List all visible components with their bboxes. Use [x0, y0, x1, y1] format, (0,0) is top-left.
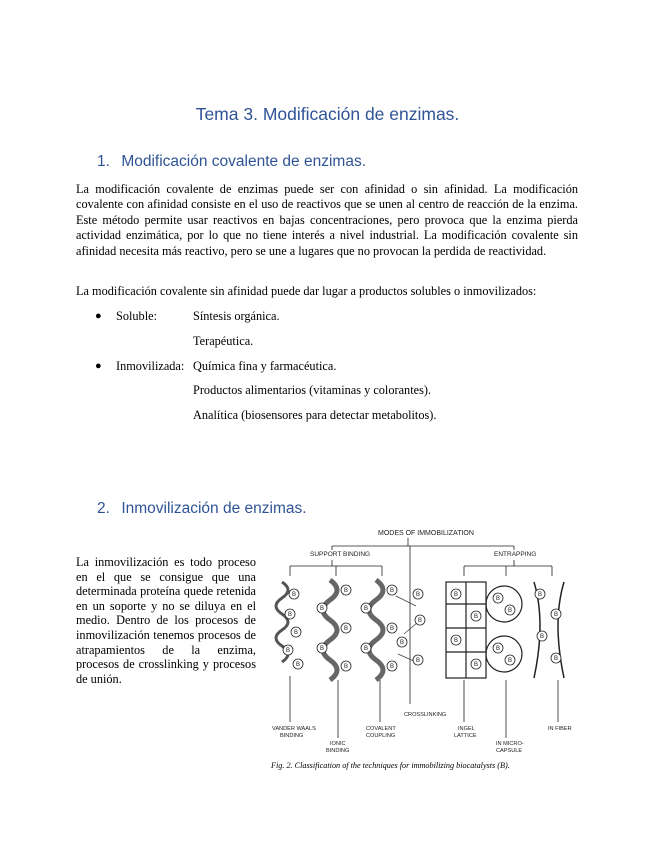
enzyme-b-icon — [415, 615, 425, 625]
enzyme-b-icon — [505, 605, 515, 615]
enzyme-b-icon — [413, 655, 423, 665]
svg-text:B: B — [285, 648, 291, 654]
svg-text:B: B — [453, 592, 459, 598]
svg-text:B: B — [343, 664, 349, 670]
page-title: Tema 3. Modificación de enzimas. — [195, 104, 460, 124]
svg-text:B: B — [473, 614, 479, 620]
section-2-heading — [97, 500, 307, 518]
svg-text:B: B — [553, 612, 559, 618]
section-2-paragraph: La inmovilización es todo proceso en el que se consigue que una determinada proteína quede retenida en un soporte y no se diluya en el medio. Dentro de los procesos de inmovilización tenemos procesos de atrapamientos de la enzima, procesos de crosslinking y procesos de unión. — [76, 555, 256, 686]
enzyme-b-icon — [535, 589, 545, 599]
enzyme-b-icon — [293, 659, 303, 669]
label-covalent-2: COUPLING — [366, 733, 396, 739]
enzyme-b-icon — [387, 585, 397, 595]
svg-text:B: B — [507, 608, 513, 614]
enzyme-b-icon — [387, 661, 397, 671]
label-crosslinking: CROSSLINKING — [404, 712, 447, 718]
enzyme-b-icon — [341, 585, 351, 595]
svg-text:B: B — [363, 606, 369, 612]
svg-text:B: B — [343, 588, 349, 594]
label-vdw-2: BINDING — [280, 733, 304, 739]
enzyme-b-icon — [283, 645, 293, 655]
immobilization-figure — [268, 524, 582, 774]
enzyme-b-icon — [493, 643, 503, 653]
label-ionic-1: IONIC — [330, 741, 346, 747]
enzyme-b-icon — [505, 655, 515, 665]
section-1-title: Modificación covalente de enzimas. — [121, 153, 366, 170]
enzyme-b-icon — [397, 637, 407, 647]
label-micro-1: IN MICRO- — [496, 741, 524, 747]
svg-text:B: B — [415, 658, 421, 664]
svg-text:B: B — [417, 618, 423, 624]
svg-text:B: B — [537, 592, 543, 598]
svg-text:B: B — [507, 658, 513, 664]
enzyme-b-icon — [537, 631, 547, 641]
inmovilizada-label: Inmovilizada: — [116, 359, 185, 373]
list-item: Analítica (biosensores para detectar metabolitos). — [193, 408, 437, 422]
enzyme-b-icon — [361, 643, 371, 653]
enzyme-b-icon — [387, 623, 397, 633]
svg-text:B: B — [293, 630, 299, 636]
label-ingel-2: LATTICE — [454, 733, 477, 739]
section-1-heading — [97, 153, 366, 171]
bullet-icon: ● — [95, 310, 102, 322]
label-vdw-1: VANDER WAALS — [272, 726, 316, 732]
list-item: Síntesis orgánica. — [193, 309, 280, 323]
enzyme-b-icon — [471, 659, 481, 669]
enzyme-b-icon — [291, 627, 301, 637]
svg-text:B: B — [389, 626, 395, 632]
svg-text:B: B — [389, 588, 395, 594]
svg-text:B: B — [343, 626, 349, 632]
label-fiber: IN FIBER — [548, 726, 572, 732]
list-item: Química fina y farmacéutica. — [193, 359, 337, 373]
label-ionic-2: BINDING — [326, 748, 350, 754]
section-2-number: 2. — [97, 500, 110, 517]
svg-text:B: B — [291, 592, 297, 598]
enzyme-b-icon — [451, 589, 461, 599]
svg-text:B: B — [415, 592, 421, 598]
section-2-title: Inmovilización de enzimas. — [121, 500, 307, 517]
svg-text:B: B — [295, 662, 301, 668]
svg-text:B: B — [319, 646, 325, 652]
soluble-label: Soluble: — [116, 309, 157, 323]
svg-text:B: B — [553, 656, 559, 662]
label-micro-2: CAPSULE — [496, 748, 523, 754]
svg-text:B: B — [473, 662, 479, 668]
enzyme-b-icon — [413, 589, 423, 599]
enzyme-b-icon — [317, 603, 327, 613]
svg-text:B: B — [319, 606, 325, 612]
svg-text:B: B — [389, 664, 395, 670]
enzyme-b-icon — [551, 653, 561, 663]
svg-text:B: B — [539, 634, 545, 640]
enzyme-b-icon — [341, 623, 351, 633]
enzyme-b-icon — [471, 611, 481, 621]
section-1-number: 1. — [97, 153, 110, 170]
enzyme-b-icon — [289, 589, 299, 599]
enzyme-b-icon — [493, 593, 503, 603]
enzyme-b-icon — [451, 635, 461, 645]
svg-text:B: B — [363, 646, 369, 652]
support-binding-label: SUPPORT BINDING — [310, 551, 371, 558]
figure-top-label: MODES OF IMMOBILIZATION — [378, 530, 474, 537]
section-1-paragraph: La modificación covalente de enzimas puede ser con afinidad o sin afinidad. La modificación covalente con afinidad consiste en el uso de reactivos que se unen al centro de reacción de la enzima. Este método permite usar reactivos en bajas concentraciones, pero provoca que la enzima pierda actividad enzimática, por lo que no tiene interés a nivel industrial. La modificación covalente sin afinidad necesita más reactivo, pero se une a lugares que no provocan la perdida de reactividad. — [76, 182, 578, 258]
svg-text:B: B — [495, 596, 501, 602]
label-covalent-1: COVALENT — [366, 726, 396, 732]
enzyme-b-icon — [285, 609, 295, 619]
label-ingel-1: INGEL — [458, 726, 475, 732]
figure-caption: Fig. 2. Classification of the techniques for immobilizing biocatalysts (B). — [271, 761, 510, 770]
enzyme-b-icon — [341, 661, 351, 671]
svg-text:B: B — [495, 646, 501, 652]
list-item: Terapéutica. — [193, 334, 254, 348]
svg-text:B: B — [399, 640, 405, 646]
bullet-icon: ● — [95, 360, 102, 372]
svg-text:B: B — [287, 612, 293, 618]
entrapping-label: ENTRAPPING — [494, 551, 537, 558]
section-1-intro: La modificación covalente sin afinidad puede dar lugar a productos solubles o inmovilizados: — [76, 284, 537, 298]
enzyme-b-icon — [317, 643, 327, 653]
svg-text:B: B — [453, 638, 459, 644]
enzyme-b-icon — [361, 603, 371, 613]
enzyme-b-icon — [551, 609, 561, 619]
list-item: Productos alimentarios (vitaminas y colorantes). — [193, 383, 432, 397]
